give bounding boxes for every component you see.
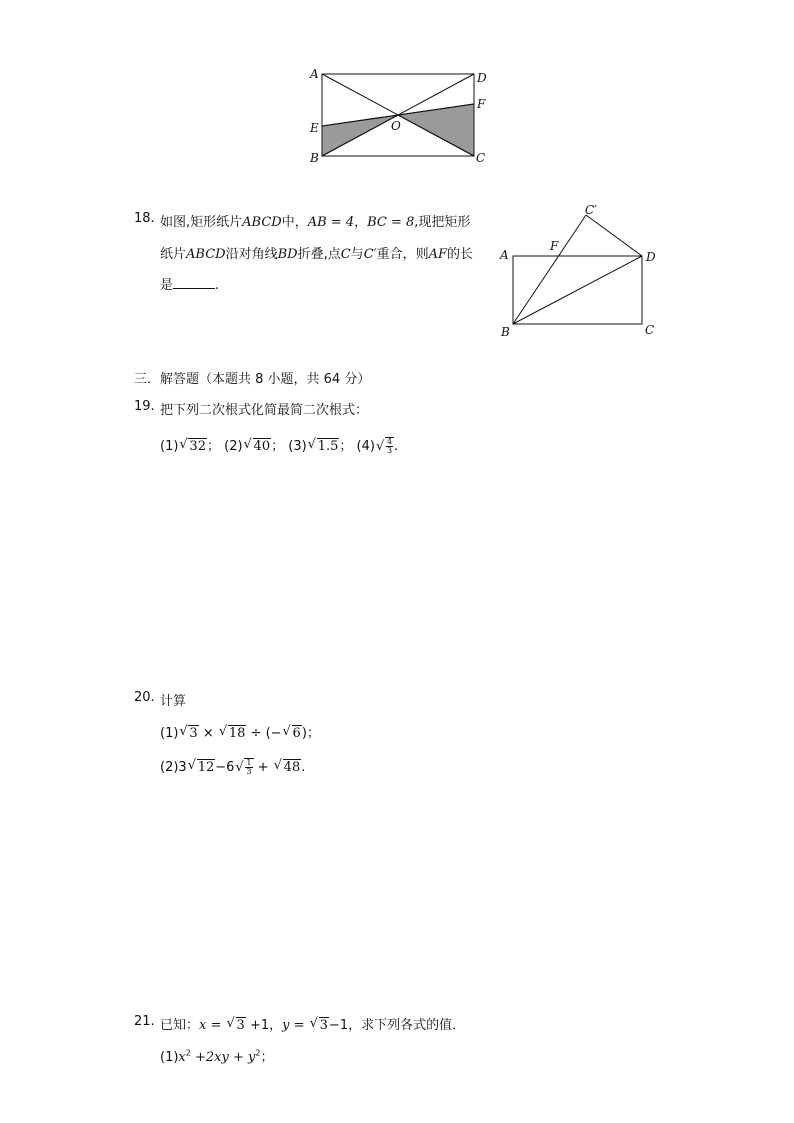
radicand: 1.5 <box>317 439 339 454</box>
radicand: 40 <box>253 439 271 454</box>
label-a: A <box>500 248 509 262</box>
operator: −6 <box>215 760 235 775</box>
q18-line2 <box>160 243 473 262</box>
label-d: D <box>646 250 656 264</box>
operator: ÷ (− <box>246 726 282 741</box>
q19-items <box>160 435 398 455</box>
q18-var: BC = 8 <box>367 215 415 230</box>
sqrt-symbol: √ 48 <box>273 758 301 775</box>
segment-c-prime-d <box>586 215 642 256</box>
q18-line3 <box>160 274 219 293</box>
var-x: x <box>199 1018 207 1033</box>
q21-line2 <box>160 1046 273 1065</box>
q19-label: (2) <box>224 439 243 454</box>
q18-var: ABCD <box>186 247 226 262</box>
q18-var: ABCD <box>242 215 282 230</box>
q19-sep: ； <box>339 439 353 454</box>
q19-sep: ； <box>271 439 285 454</box>
q19-number: 19. <box>134 399 155 414</box>
sqrt-symbol: √ 18 <box>218 724 246 741</box>
sqrt-symbol: √ 1.5 <box>307 437 339 454</box>
q20-line1 <box>160 722 320 741</box>
q18-text: 重合，则 <box>376 247 429 262</box>
q18-number: 18. <box>134 211 155 226</box>
operator: × <box>198 726 218 741</box>
segment-bc-prime <box>513 215 586 324</box>
operator: = <box>206 1018 226 1033</box>
fraction: $\frac{4}{3}$ <box>386 437 393 455</box>
q18-text: ， <box>354 215 368 230</box>
q20-prompt: 计算 <box>160 694 187 709</box>
radicand: 32 <box>189 439 206 454</box>
q21-text: 求下列各式的值． <box>361 1018 466 1033</box>
q21-end: ； <box>260 1050 274 1065</box>
q18-text: . <box>215 278 220 293</box>
sqrt-symbol: √ 3 <box>309 1016 328 1033</box>
label-e: E <box>310 121 319 135</box>
sqrt-symbol: √ 6 <box>282 724 301 741</box>
label-d: D <box>477 71 487 85</box>
label-f: F <box>550 239 559 253</box>
q18-text: 如图,矩形纸片 <box>160 215 243 230</box>
q18-var: C <box>340 247 351 262</box>
figure-folded-rectangle <box>495 200 670 345</box>
label-f: F <box>477 97 486 111</box>
q18-var: AF <box>428 247 448 262</box>
var-x: x <box>178 1050 186 1065</box>
q18-text: 折叠,点 <box>297 247 341 262</box>
diagonal-bd <box>513 256 642 324</box>
label-c: C <box>645 323 655 337</box>
label-o: O <box>391 119 401 133</box>
var-y: y <box>282 1018 290 1033</box>
label-b: B <box>310 151 319 165</box>
sqrt-symbol: √ $\frac{1}{3}$ <box>235 758 252 776</box>
expression: +2xy + <box>190 1050 248 1065</box>
q20-line2 <box>160 758 305 776</box>
q20-number: 20. <box>134 690 155 705</box>
q18-text: 是 <box>160 278 174 293</box>
q19-prompt: 把下列二次根式化简最简二次根式： <box>160 403 369 418</box>
sqrt-symbol: √ 32 <box>179 437 206 454</box>
operator: + <box>253 760 273 775</box>
sqrt-symbol: √ 3 <box>179 724 198 741</box>
sqrt-symbol: √ 3 <box>226 1016 245 1033</box>
sqrt-symbol: √ 12 <box>187 758 215 775</box>
radicand: 18 <box>228 726 246 741</box>
q20-label: (2)3 <box>160 760 187 775</box>
sqrt-symbol: √ 40 <box>243 437 271 454</box>
label-b: B <box>501 325 510 339</box>
q18-text: 沿对角线 <box>225 247 278 262</box>
radicand: 3 <box>189 726 198 741</box>
q21-line1 <box>160 1014 465 1033</box>
radicand: 6 <box>292 726 301 741</box>
q19-label: (1) <box>160 439 179 454</box>
radicand: 48 <box>283 760 301 775</box>
label-c: C <box>476 151 486 165</box>
radicand: 3 <box>236 1018 245 1033</box>
q20-end: )； <box>301 726 320 741</box>
q19-sep: ； <box>206 439 220 454</box>
q21-text: +1， <box>245 1018 283 1033</box>
q20-end: . <box>301 760 306 775</box>
figure-rectangle-shaded <box>300 62 500 172</box>
exponent: 2 <box>185 1048 191 1058</box>
label-a: A <box>310 67 319 81</box>
shaded-triangle-right <box>398 104 474 156</box>
operator: = <box>289 1018 309 1033</box>
fraction: $\frac{1}{3}$ <box>246 758 252 776</box>
sqrt-symbol: √ $\frac{4}{3}$ <box>375 437 393 455</box>
q18-text: 中， <box>281 215 308 230</box>
q18-line1 <box>160 211 470 230</box>
q18-var: C′ <box>363 247 377 262</box>
exponent: 2 <box>255 1048 261 1058</box>
q19-label: (3) <box>288 439 307 454</box>
radicand: 3 <box>319 1018 328 1033</box>
radicand: 12 <box>197 760 215 775</box>
q18-text: 的长 <box>447 247 474 262</box>
q18-var: AB = 4 <box>307 215 355 230</box>
q21-text: 已知： <box>160 1018 200 1033</box>
q18-text: 纸片 <box>160 247 187 262</box>
var-y: y <box>248 1050 256 1065</box>
q21-number: 21. <box>134 1014 155 1029</box>
q18-var: BD <box>277 247 298 262</box>
q21-text: −1， <box>328 1018 362 1033</box>
q18-text: ,现把矩形 <box>414 215 471 230</box>
q21-label: (1) <box>160 1050 179 1065</box>
answer-blank <box>173 288 215 289</box>
section-title: 三．解答题（本题共 8 小题，共 64 分） <box>134 372 371 387</box>
q18-text: 与 <box>350 247 364 262</box>
q20-label: (1) <box>160 726 179 741</box>
q19-end: . <box>394 439 399 454</box>
label-c-prime: C′ <box>585 203 597 217</box>
q19-label: (4) <box>356 439 375 454</box>
